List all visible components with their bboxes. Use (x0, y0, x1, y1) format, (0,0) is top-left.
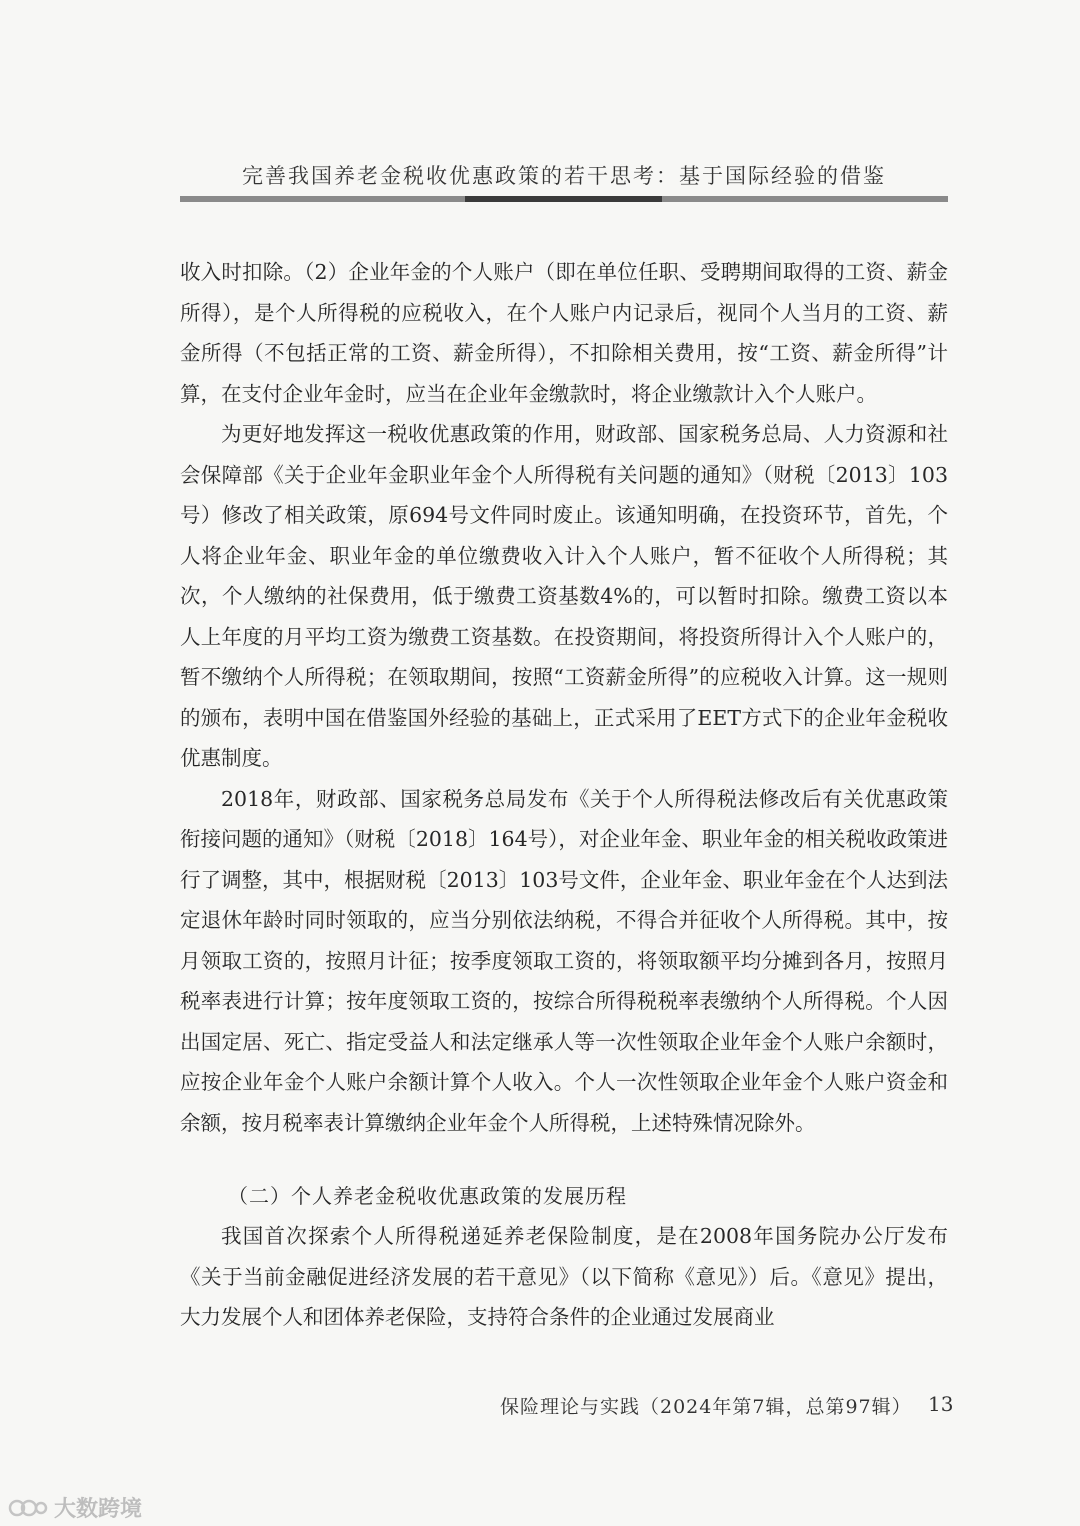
journal-footer: 保险理论与实践（2024年第7辑，总第97辑） (500, 1396, 912, 1418)
watermark (8, 1492, 142, 1523)
paragraph: 收入时扣除。（2）企业年金的个人账户（即在单位任职、受聘期间取得的工资、薪金所得），是个人所得税的应税收入，在个人账户内记录后，视同个人当月的工资、薪金所得（不包括正常的工资、薪金所得），不扣除相关费用，按“工资、薪金所得”计算，在支付企业年金时，应当在企业年金缴款时，将企业缴款计入个人账户。 (180, 260, 948, 406)
section-subheading: （二）个人养老金税收优惠政策的发展历程 (228, 1184, 627, 1208)
body-text (180, 252, 948, 1143)
body-text-continued (180, 1216, 948, 1338)
paragraph: 2018年，财政部、国家税务总局发布《关于个人所得税法修改后有关优惠政策衔接问题的通知》（财税〔2018〕164号），对企业年金、职业年金的相关税收政策进行了调整，其中，根据财税〔2013〕103号文件，企业年金、职业年金在个人达到法定退休年龄时同时领取的，应当分别依法纳税，不得合并征收个人所得税。其中，按月领取工资的，按照月计征；按季度领取工资的，将领取额平均分摊到各月，按照月税率表进行计算；按年度领取工资的，按综合所得税税率表缴纳个人所得税。个人因出国定居、死亡、指定受益人和法定继承人等一次性领取企业年金个人账户余额时，应按企业年金个人账户余额计算个人收入。个人一次性领取企业年金个人账户资金和余额，按月税率表计算缴纳企业年金个人所得税，上述特殊情况除外。 (180, 786, 948, 1135)
watermark-logo-icon (8, 1496, 48, 1520)
header-rule-accent (465, 196, 662, 202)
paragraph: 我国首次探索个人所得税递延养老保险制度，是在2008年国务院办公厅发布《关于当前金融促进经济发展的若干意见》（以下简称《意见》）后。《意见》提出，大力发展个人和团体养老保险，支持符合条件的企业通过发展商业 (180, 1224, 948, 1329)
watermark-text: 大数跨境 (54, 1496, 143, 1521)
paragraph: 为更好地发挥这一税收优惠政策的作用，财政部、国家税务总局、人力资源和社会保障部《关于企业年金职业年金个人所得税有关问题的通知》（财税〔2013〕103号）修改了相关政策，原694号文件同时废止。该通知明确，在投资环节，首先，个人将企业年金、职业年金的单位缴费收入计入个人账户，暂不征收个人所得税；其次，个人缴纳的社保费用，低于缴费工资基数4%的，可以暂时扣除。缴费工资以本人上年度的月平均工资为缴费工资基数。在投资期间，将投资所得计入个人账户的，暂不缴纳个人所得税；在领取期间，按照“工资薪金所得”的应税收入计算。这一规则的颁布，表明中国在借鉴国外经验的基础上，正式采用了EET方式下的企业年金税收优惠制度。 (180, 422, 948, 770)
page-number: 13 (928, 1392, 954, 1416)
running-header: 完善我国养老金税收优惠政策的若干思考：基于国际经验的借鉴 (242, 164, 886, 188)
header-rule (180, 196, 948, 202)
